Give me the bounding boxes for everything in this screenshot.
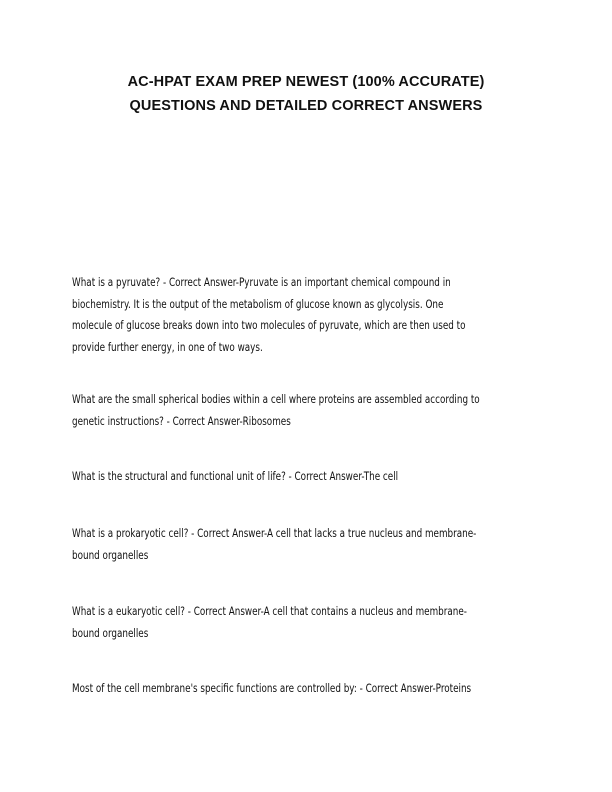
qa-line: Most of the cell membrane's specific functions are controlled by: - Correct Answer-Proteins	[72, 681, 472, 695]
document-title	[40, 70, 572, 118]
qa-item-eukaryotic	[72, 601, 550, 644]
qa-line: What is a pyruvate? - Correct Answer-Pyruvate is an important chemical compound in	[72, 275, 451, 289]
qa-line: bound organelles	[72, 625, 149, 640]
qa-line: molecule of glucose breaks down into two molecules of pyruvate, which are then used to	[72, 318, 466, 332]
qa-item-ribosomes	[72, 389, 550, 432]
qa-line: bound organelles	[72, 547, 149, 562]
qa-line: What are the small spherical bodies within a cell where proteins are assembled according to	[72, 392, 480, 406]
qa-line: provide further energy, in one of two ways.	[72, 339, 263, 354]
qa-line: What is the structural and functional unit of life? - Correct Answer-The cell	[72, 469, 399, 483]
qa-item-prokaryotic	[72, 523, 550, 566]
title-line-2: QUESTIONS AND DETAILED CORRECT ANSWERS	[129, 98, 483, 114]
qa-line: biochemistry. It is the output of the metabolism of glucose known as glycolysis. One	[72, 296, 444, 311]
qa-item-cell	[72, 466, 550, 488]
title-line-1: AC-HPAT EXAM PREP NEWEST (100% ACCURATE)	[127, 74, 485, 90]
qa-line: What is a eukaryotic cell? - Correct Answer-A cell that contains a nucleus and membrane-	[72, 604, 467, 618]
qa-item-pyruvate	[72, 272, 550, 358]
qa-line: What is a prokaryotic cell? - Correct Answer-A cell that lacks a true nucleus and membrane-	[72, 526, 477, 540]
qa-line: genetic instructions? - Correct Answer-Ribosomes	[72, 413, 291, 428]
qa-item-membrane-functions	[72, 678, 550, 700]
